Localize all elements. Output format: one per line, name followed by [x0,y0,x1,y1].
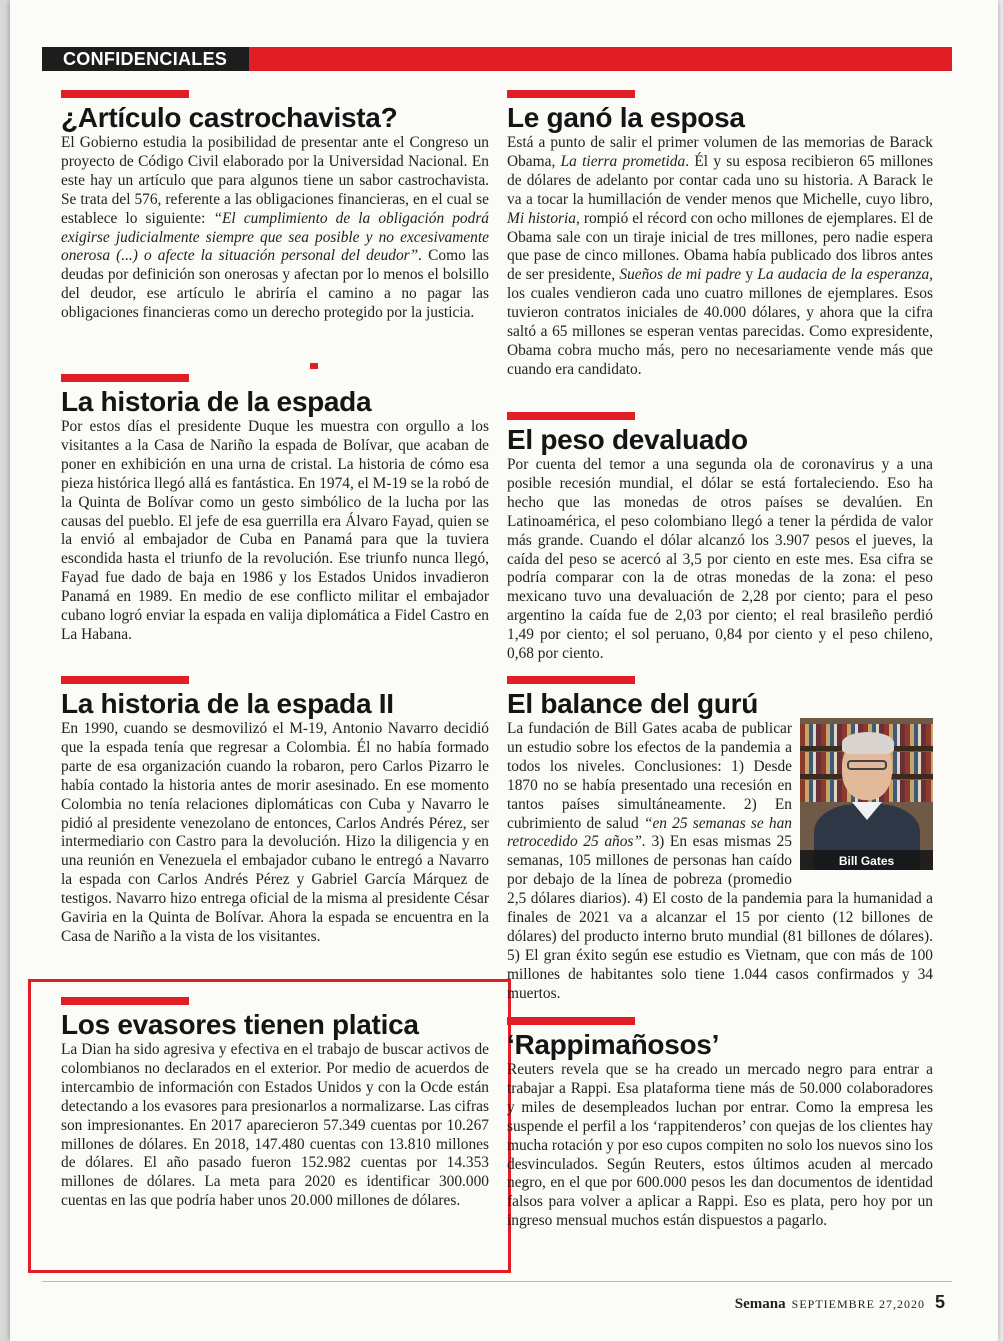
article-title: Le ganó la esposa [507,102,745,133]
book-title: La audacia de la esperanza [757,266,930,284]
body-text: Está a punto de salir el primer volumen de las memorias de Barack Obama, [507,134,933,170]
article-title: La historia de la espada II [61,688,394,719]
body-text: y [741,266,758,284]
article-rule [61,374,189,382]
article-body: En 1990, cuando se desmovilizó el M-19, Antonio Navarro decidió que la espada tenía que regresar a Colombia. Él no había formado parte de esa organización cuando la robaron, pero Carlos Pizarro le había contado la historia antes de morir asesinado. En ese momento Colombia no tenía relaciones diplomáticas con Cuba y Navarro le pidió al presidente venezolano de entonces, Carlos Andrés Pérez, ser intermediario con Castro para la devolución. Hizo la diligencia y en una reunión en Venezuela el embajador cubano le entregó a Navarro la espada con Carlos Andrés Pérez y Gabriel García Márquez de testigos. Navarro hizo entrega oficial de la misma al presidente César Gaviria en la Quinta de Bolívar. Ahora la espada se encuentra en la Casa de Nariño a la vista de los visitantes. [61,720,489,945]
article-title: El balance del gurú [507,688,759,719]
body-text: Como las deudas por definición son onerosas y afectan por lo menos el bolsillo del deudor, ese artículo le abriría el camino a no pagar las obligaciones financieras como un derecho protegido por la justicia. [61,247,489,322]
article-body: La Dian ha sido agresiva y efectiva en el trabajo de buscar activos de colombianos no declarados en el exterior. Por medio de acuerdos de intercambio de información con Estados Unidos y con la Ocde están detectando a los evasores para presionarlos a normalizarse. Las cifras son impresionantes. En 2017 aparecieron 57.349 cuentas por 10.267 millones de dólares. En 2018, 147.480 cuentas con 13.810 millones de dólares. El año pasado fueron 152.982 cuentas por 14.353 millones de dólares. La meta para 2020 es identificar 300.000 cuentas en las que podría haber unos 20.000 millones de dólares. [61,1041,489,1210]
article-rule [507,90,635,98]
page-gutter [0,0,10,1341]
body-text: 3) En esas mismas 25 semanas, 105 millones de personas han caído por debajo de la línea de pobreza (promedio 2,5 dólares diarios). 4) El costo de la pandemia para la humanidad a finales de 2021 va a alcanzar el 15 por ciento (12 billones de dólares) del producto interno bruto mundial (81 billones de dólares). 5) El gran éxito según ese estudio es Vietnam, que con más de 100 millones de habitantes solo tiene 1.044 casos confirmados y 34 muertos. [507,833,933,1002]
red-marker [310,363,318,369]
article-espada-ii [61,676,489,947]
body-text: . Él y su esposa recibieron 65 millones de dólares de adelanto por contar cada uno su historia. A Barack le va a tocar la humillación de vender menos que Michelle, cuyo libro, [507,152,933,208]
issue-date: SEPTIEMBRE 27,2020 [791,1297,925,1311]
article-body [61,134,489,323]
bill-gates-photo [800,718,933,870]
body-quote: “en 25 semanas se han retrocedido 25 años”. [507,814,792,851]
article-title: La historia de la espada [61,386,372,417]
page-number: 5 [934,1292,945,1312]
body-quote: “El cumplimiento de la obligación podrá exigirse judicialmente siempre que sea posible y no excesivamente onerosa (...) o afecte la situación personal del deudor”. [61,209,490,265]
article-title: ¿Artículo castrochavista? [61,102,398,133]
book-title: Mi historia [507,209,576,227]
body-text: El Gobierno estudia la posibilidad de presentar ante el Congreso un proyecto de Código Civil elaborado por la Universidad Nacional. En este hay un artículo que para algunos tiene un sabor castrochavista. Se trata del 576, referente a las obligaciones financieras, en el cual se establece lo siguiente: [61,134,489,227]
book-title: Sueños de mi padre [619,266,742,284]
article-title: El peso devaluado [507,424,748,455]
article-peso [507,412,933,664]
article-rule [507,1017,635,1025]
article-espada [61,374,489,645]
magazine-name: Semana [734,1296,786,1312]
body-text: , rompió el récord con ocho millones de ejemplares. El de Obama sale con un tiraje inicial de tres millones, pero nadie espera que pase de cinco millones. Obama había publicado dos libros antes de ser presidente, [507,209,933,284]
section-label: CONFIDENCIALES [63,49,228,69]
hair [842,732,894,754]
article-title: Los evasores tienen platica [61,1009,419,1040]
article-castrochavista [61,90,489,323]
glasses [847,760,887,770]
article-rule [61,90,189,98]
article-rule [61,676,189,684]
article-rappi [507,1017,933,1231]
footer-divider [42,1281,952,1282]
article-rule [507,412,635,420]
book-title: La tierra prometida [560,152,686,170]
highlight-box [28,979,511,1273]
article-body [507,134,933,380]
body-text: La fundación de Bill Gates acaba de publicar un estudio sobre los efectos de la pandemia a todos los niveles. Conclusiones: 1) Desde 1870 no se había presentado una recesión en tantos países simultáneamente. 2) En cubrimiento de salud [507,720,792,832]
section-label-box [42,47,249,71]
article-body: Reuters revela que se ha creado un mercado negro para entrar a trabajar a Rappi. Esa plataforma tiene más de 50.000 colaboradores y miles de desempleados luchan por entrar. Como la empresa les suspende el perfil a los ‘rappitenderos’ con quejas de los clientes hay mucha rotación y por eso cupos compiten no solo los nuevos sino los desvinculados. Según Reuters, estos últimos acuden al mercado negro, en el que por 600.000 pesos les dan documentos de identidad falsos para volver a aplicar a Rappi. Eso es plata, pero hoy por un ingreso mensual muchos están dispuestos a pagarlo. [507,1061,933,1230]
article-rule [507,676,635,684]
article-title: ‘Rappimañosos’ [507,1029,720,1060]
section-header-bar [42,47,952,71]
article-body: Por cuenta del temor a una segunda ola de coronavirus y a una posible recesión mundial, el dólar se está fortaleciendo. Eso ha hecho que las monedas de otros países se devalúen. En Latinoamérica, el peso colombiano llegó a tener la pérdida de valor más grande. Cuando el dólar alcanzó los 3.907 pesos el jueves, la caída del peso se acercó al 3,5 por ciento en este mes. Esa cifra se podría comparar con la de otras monedas de la zona: el peso mexicano tuvo una devaluación de 2,28 por ciento; para el peso argentino la caída fue de 2,03 por ciento; el real brasileño perdió 1,49 por ciento; el sol peruano, 0,84 por ciento y el peso chileno, 0,68 por ciento. [507,456,933,663]
page-footer [735,1292,945,1313]
article-esposa [507,90,933,380]
body-text: , los cuales vendieron cada uno cuatro millones de ejemplares. Esos tuvieron contratos iniciales de 40.000 dólares, y ahora que la cifra saltó a 65 millones se esperan ventas parecidas. Como expresidente, Obama cobra mucho más, pero no necesariamente vende más que cuando era candidato. [507,266,934,378]
photo-caption: Bill Gates [838,854,895,868]
article-guru [507,676,933,1004]
article-body: Por estos días el presidente Duque les muestra con orgullo a los visitantes a la Casa de Nariño la espada de Bolívar, que acaban de poner en exhibición en una urna de cristal. La historia de cómo esa pieza histórica llegó allá es fantástica. En 1974, el M-19 se la robó de la Quinta de Bolívar como un gesto simbólico de la lucha por las causas del pueblo. El jefe de esa guerrilla era Álvaro Fayad, quien se la envió al embajador de Cuba en Panamá para que la tuviera escondida hasta el triunfo de la revolución. Ese triunfo nunca llegó, Fayad fue dado de baja en 1986 y los Estados Unidos invadieron Panamá en 1989. En medio de ese conflicto militar el embajador cubano logró enviar la espada en valija diplomática a Fidel Castro en La Habana. [61,418,489,643]
